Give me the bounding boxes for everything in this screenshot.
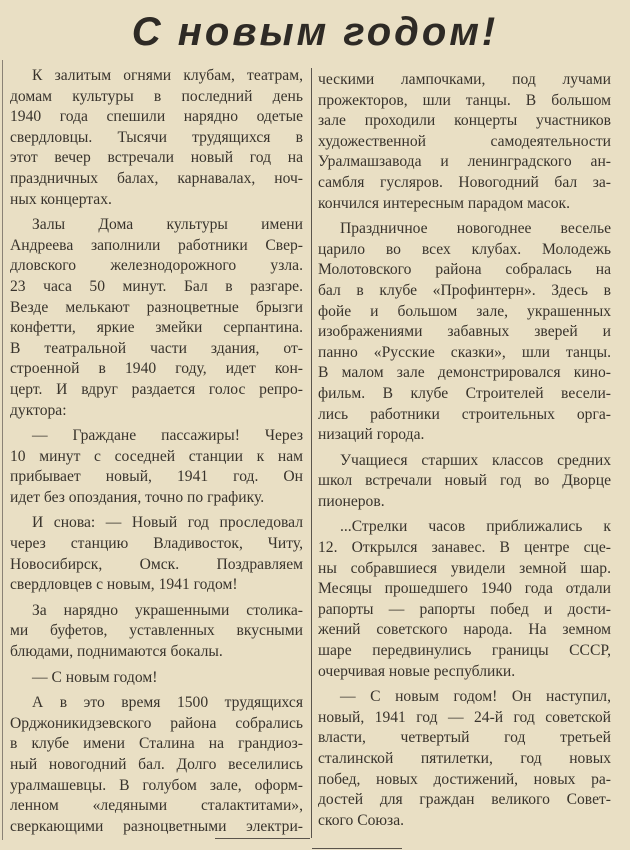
text-line: рапорты — рапорты побед и дости- (318, 600, 611, 618)
text-line: ны собравшиеся увидели земной шар. (318, 559, 611, 577)
text-line: — Граждане пассажиры! Через (32, 427, 303, 445)
text-line: шаре передвинулись границы СССР, (318, 642, 611, 660)
text-line: ...Стрелки часов приближались к (340, 518, 611, 536)
text-line: конфетти, яркие змейки серпантина. (10, 319, 303, 337)
text-line: фильм. В клубе Строителей весели- (318, 384, 611, 402)
text-line: Уралмашзавода и ленинградского ан- (318, 153, 611, 171)
text-line: панно «Русские сказки», шли танцы. (318, 343, 611, 361)
article-paragraph (10, 426, 303, 508)
article-paragraph (10, 693, 303, 837)
text-line: церт. И вдруг раздается голос репро- (10, 380, 303, 398)
article-paragraph (318, 451, 611, 513)
text-line: через станцию Владивосток, Читу, (10, 535, 303, 553)
text-line: ми буфетов, уставленных вкусными (10, 622, 303, 640)
text-line: И снова: — Новый год проследовал (32, 514, 303, 532)
article-column-left (10, 66, 303, 842)
text-line: свердловцы. Тысячи трудящихся в (10, 128, 303, 146)
article-paragraph (318, 517, 611, 682)
text-line: Везде мелькают разноцветные брызги (10, 298, 303, 316)
text-line: Орджоникидзевского района собрались (10, 714, 303, 732)
text-line: достей для граждан великого Совет- (318, 791, 611, 809)
left-border-rule (2, 60, 3, 840)
text-line: школ встречали новый год во Дворце (318, 472, 611, 490)
text-line: ный новогодний бал. Долго веселились (10, 756, 303, 773)
article-paragraph (318, 687, 611, 831)
text-line: ных концертах. (10, 190, 112, 208)
text-line: ского Союза. (318, 811, 405, 829)
article-paragraph (318, 70, 611, 214)
text-line: В малом зале демонстрировался кино- (318, 364, 611, 382)
text-line: К залитым огнями клубам, театрам, (32, 67, 303, 84)
article-paragraph (10, 66, 303, 210)
article-paragraph (10, 668, 303, 689)
text-line: Праздничное новогоднее веселье (340, 220, 611, 238)
text-line: дловского железнодорожного узла. (10, 257, 303, 275)
text-line: 10 минут с соседней станции к нам (10, 447, 303, 465)
text-line: А в это время 1500 трудящихся (32, 694, 303, 712)
text-line: в клубе имени Сталина на грандиоз- (10, 735, 303, 753)
article-paragraph (318, 219, 611, 446)
text-line: идет без опоздания, точно по графику. (10, 488, 265, 506)
text-line: жений советского народа. На земном (318, 621, 611, 639)
text-line: домам культуры в последний день (10, 87, 303, 105)
text-line: прожекторов, шли танцы. В большом (318, 91, 611, 109)
column-divider (311, 68, 312, 838)
text-line: художественной самодеятельности (318, 132, 611, 150)
text-line: этот вечер встречали новый год на (10, 149, 303, 167)
text-line: Андреева заполнили работники Свер- (10, 236, 303, 254)
text-line: лись работники строительных орга- (318, 405, 611, 423)
text-line: 23 часа 50 минут. Бал в разгаре. (10, 277, 303, 295)
text-line: власти, четвертый год третьей (318, 729, 611, 747)
text-line: низаций города. (318, 426, 425, 444)
text-line: прибывает новый, 1941 год. Он (10, 468, 303, 486)
article-paragraph (10, 215, 303, 421)
text-line: Молотовского района собралась на (318, 261, 611, 279)
text-line: ленном «ледяными сталактитами», (10, 797, 303, 815)
text-line: фойе и большом зале, украшенных (318, 302, 611, 320)
text-line: пионеров. (318, 492, 385, 510)
headline: С новым годом! (131, 10, 499, 54)
text-line: царило во всех клубах. Молодежь (318, 240, 611, 258)
text-line: строенной в 1940 году, идет кон- (10, 360, 303, 378)
text-line: праздничных балах, карнавалах, ноч- (10, 169, 303, 187)
text-line: свердловцев с новым, 1941 годом! (10, 576, 238, 594)
text-line: блюдами, поднимаются бокалы. (10, 643, 223, 661)
text-line: 1940 года спешили нарядно одетые (10, 108, 303, 126)
text-line: очерчивая новые республики. (318, 662, 516, 680)
article-column-right (318, 70, 611, 836)
text-line: изображениями забавных зверей и (318, 323, 611, 341)
text-line: побед, новых достижений, новых ра- (318, 770, 611, 788)
text-line: За нарядно украшенными столика- (32, 601, 303, 619)
text-line: зале проходили концерты участников (318, 112, 611, 130)
text-line: Залы Дома культуры имени (32, 216, 303, 234)
text-line: 12. Открылся занавес. В центре сце- (318, 539, 611, 557)
text-line: новый, 1941 год — 24-й год советской (318, 708, 611, 726)
text-line: ческими лампочками, под лучами (318, 71, 611, 88)
text-line: Учащиеся старших классов средних (340, 451, 611, 469)
text-line: Новосибирск, Омск. Поздравляем (10, 555, 303, 573)
text-line: дуктора: (10, 401, 67, 419)
text-line: — С новым годом! Он наступил, (340, 688, 611, 706)
text-line: сталинской пятилетки, год новых (318, 750, 611, 767)
article-paragraph (10, 513, 303, 595)
text-line: бал в клубе «Профинтерн». Здесь в (318, 281, 611, 299)
text-line: кончился интересным парадом масок. (318, 194, 570, 212)
text-line: сверкающими разноцветными электри- (10, 817, 303, 835)
text-line: В театральной части здания, от- (10, 339, 303, 357)
text-line: уралмашевцы. В голубом зале, оформ- (10, 776, 303, 794)
bottom-rule-right (312, 848, 402, 849)
text-line: самбля гусляров. Новогодний бал за- (318, 173, 611, 191)
article-paragraph (10, 601, 303, 663)
text-line: Месяцы прошедшего 1940 года отдали (318, 580, 611, 598)
text-line: — С новым годом! (32, 668, 158, 686)
